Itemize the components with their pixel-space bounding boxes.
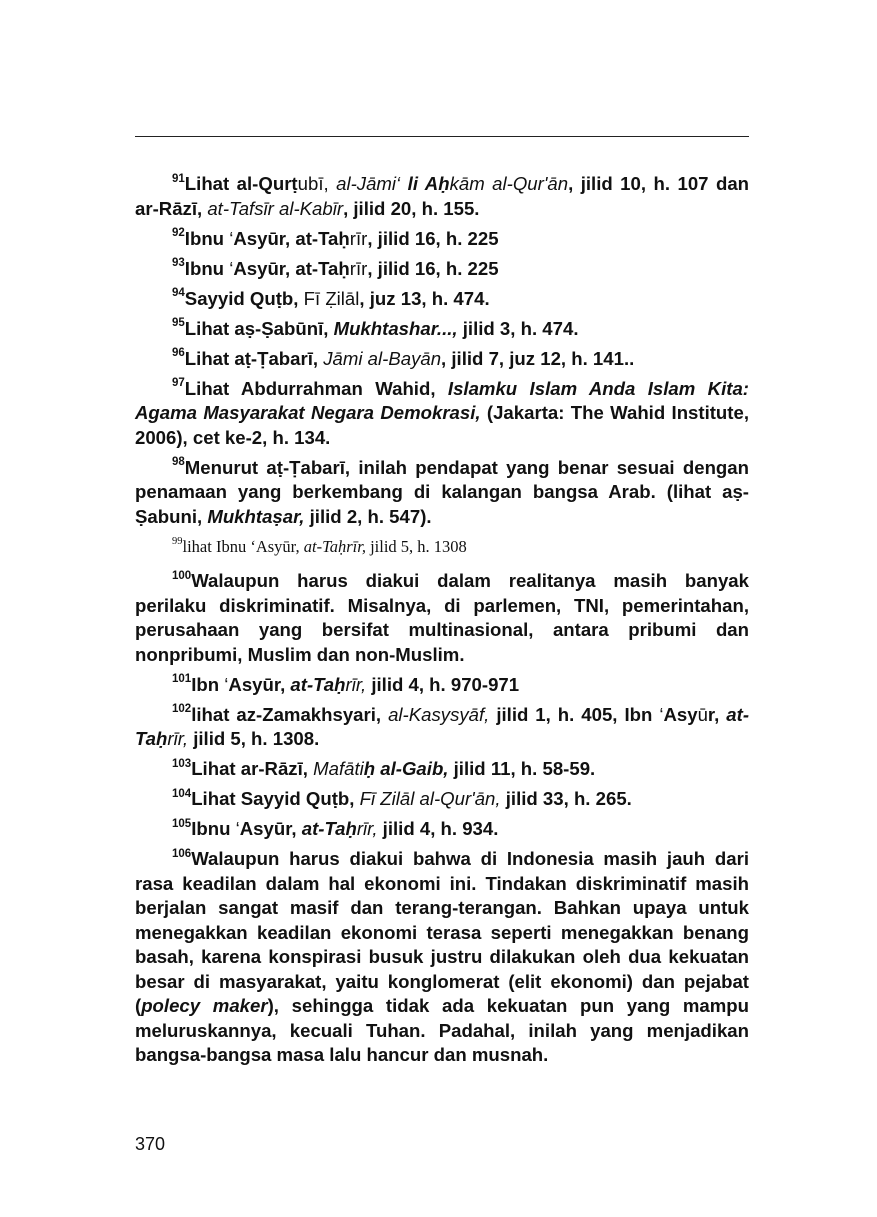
footnote-text-segment: Ibn bbox=[191, 673, 225, 695]
footnote-text-segment: , juz 13, h. 474. bbox=[359, 287, 490, 309]
footnote-text-segment: Fī Zilāl al-Qur'ān, bbox=[359, 788, 501, 809]
footnote-text-segment: rīr bbox=[349, 257, 368, 279]
footnote-text-segment: rīr, bbox=[167, 728, 189, 749]
footnote-text-segment: ‘ bbox=[659, 703, 664, 725]
footnote-text-segment: Fī Ẓilāl bbox=[303, 287, 360, 309]
footnote-text-segment: Mukhtashar..., bbox=[333, 317, 458, 339]
footnote-text-segment: Mafāti bbox=[313, 758, 364, 779]
footnote-text-segment: Asyūr, at-Taḥ bbox=[233, 257, 350, 279]
footnote-98 bbox=[135, 456, 749, 530]
footnote-text-segment: ‘ bbox=[229, 257, 234, 279]
footnote-text-segment: jilid 4, h. 934. bbox=[377, 818, 499, 839]
footnote-text-segment: r, bbox=[707, 703, 727, 725]
footnote-text-segment: rīr bbox=[349, 227, 368, 249]
footnote-105 bbox=[135, 817, 749, 842]
footnote-text-segment: at-Tafsīr al-Kabīr bbox=[207, 197, 344, 219]
footnote-text-segment: jilid 2, h. 547). bbox=[304, 505, 432, 527]
footnote-text-segment: jilid 33, h. 265. bbox=[500, 788, 632, 809]
footnote-95 bbox=[135, 317, 749, 342]
footnote-number: 99 bbox=[172, 536, 183, 547]
footnote-text-segment: Asyūr, bbox=[239, 818, 302, 839]
footnote-number: 106 bbox=[172, 847, 192, 860]
footnote-number: 93 bbox=[172, 257, 185, 270]
footnote-text-segment: ), sehingga tidak ada kekuatan pun yang mampu meluruskannya, kecuali Tuhan. Padahal, inilah yang menjadikan bangsa-bangsa masa lalu hancur dan musnah. bbox=[135, 995, 749, 1065]
footnote-text-segment: Lihat Abdurrahman Wahid, bbox=[184, 377, 448, 399]
footnote-text-segment: jilid 5, h. 1308. bbox=[188, 728, 320, 749]
footnote-text-segment: Lihat ar-Rāzī, bbox=[191, 758, 314, 779]
footnote-text-segment: , jilid 10, h. 107 dan ar-Rāzī, bbox=[135, 173, 750, 219]
footnote-text-segment: lihat Ibnu ‘Asyūr, bbox=[182, 536, 304, 556]
footnote-text-segment: jilid 5, h. 1308 bbox=[365, 536, 467, 556]
footnote-99 bbox=[135, 535, 749, 560]
footnote-number: 92 bbox=[172, 227, 185, 240]
footnote-number: 103 bbox=[172, 757, 192, 770]
footnote-text-segment: kām al-Qur'ān bbox=[449, 173, 569, 194]
footnote-92 bbox=[135, 227, 749, 252]
footnote-text-segment: Walaupun harus diakui dalam realitanya masih banyak perilaku diskriminatif. Misalnya, di parlemen, TNI, pemerintahan, perusahaan yang bersifat multinasional, antara pribumi dan nonpribumi, Muslim dan non-Muslim. bbox=[135, 570, 749, 665]
footnote-text-segment: at-Taḥ bbox=[301, 818, 357, 839]
footnote-text-segment: Lihat aṭ-Ṭabarī, bbox=[184, 347, 324, 369]
footnote-text-segment: Lihat al-Qurṭ bbox=[184, 173, 298, 194]
footnote-text-segment: Sayyid Quṭb, bbox=[184, 287, 304, 309]
footnote-text-segment: rīr, bbox=[356, 818, 378, 839]
footnote-text-segment: Menurut aṭ-Ṭabarī, inilah pendapat yang benar sesuai dengan penamaan yang berkembang di kalangan bangsa Arab. (lihat aṣ-Ṣabuni, bbox=[135, 456, 749, 527]
footnote-text-segment: Mukhtaṣar, bbox=[207, 505, 305, 527]
footnote-number: 102 bbox=[172, 703, 192, 716]
footnote-text-segment: , jilid 16, h. 225 bbox=[367, 227, 499, 249]
footnote-number: 100 bbox=[172, 569, 192, 582]
footnote-number: 94 bbox=[172, 287, 185, 300]
footnote-text-segment: ū bbox=[697, 703, 708, 725]
footnote-text-segment: al-Jāmi‘ bbox=[336, 173, 408, 194]
footnote-106 bbox=[135, 847, 749, 1068]
footnote-number: 95 bbox=[172, 317, 185, 330]
footnote-text-segment: ‘ bbox=[229, 227, 234, 249]
footnote-101 bbox=[135, 673, 749, 698]
footnote-100 bbox=[135, 569, 749, 667]
footnote-text-segment: at-Taḥ bbox=[135, 703, 750, 749]
footnote-text-segment: Walaupun harus diakui bahwa di Indonesia masih jauh dari rasa keadilan dalam hal ekonomi ini. Tindakan diskriminatif masih berjalan sangat masif dan terang-terangan. Bahkan upaya untuk menegakkan keadilan ekonomi terasa seperti menegakkan benang basah, karena konspirasi busuk justru dilakukan oleh dua kekuatan besar di masyarakat, yaitu konglomerat (elit ekonomi) dan pejabat ( bbox=[135, 848, 749, 1016]
footnote-text-segment: Jāmi al-Bayān bbox=[323, 347, 442, 369]
footnote-number: 101 bbox=[172, 673, 192, 686]
footnote-text-segment: , jilid 16, h. 225 bbox=[367, 257, 499, 279]
footnote-text-segment: li Aḥ bbox=[407, 173, 450, 194]
footnote-number: 97 bbox=[172, 377, 185, 390]
footnote-text-segment: ḥ al-Gaib, bbox=[363, 758, 449, 779]
footnote-text-segment: Ibnu bbox=[184, 257, 230, 279]
footnote-102 bbox=[135, 703, 749, 752]
footnote-text-segment: lihat az-Zamakhsyari, bbox=[191, 703, 389, 725]
footnote-94 bbox=[135, 287, 749, 312]
footnote-text-segment: (Jakarta: The Wahid Institute, 2006), cet ke-2, h. 134. bbox=[135, 402, 749, 448]
footnotes-section bbox=[135, 172, 749, 1073]
page-number: 370 bbox=[135, 1134, 166, 1154]
footnote-text-segment: jilid 11, h. 58-59. bbox=[448, 758, 596, 779]
footnote-text-segment: rīr, bbox=[345, 673, 367, 695]
footnote-91 bbox=[135, 172, 749, 221]
footnote-text-segment: jilid 1, h. 405, Ibn bbox=[489, 703, 660, 725]
footnote-number: 104 bbox=[172, 787, 192, 800]
footnote-text-segment: ‘ bbox=[224, 673, 229, 695]
footnote-number: 96 bbox=[172, 347, 185, 360]
footnote-104 bbox=[135, 787, 749, 812]
footnote-text-segment: jilid 4, h. 970-971 bbox=[366, 673, 520, 695]
footnote-text-segment: polecy maker bbox=[141, 995, 268, 1016]
footnote-93 bbox=[135, 257, 749, 282]
footnote-number: 98 bbox=[172, 456, 185, 469]
footnote-number: 91 bbox=[172, 172, 185, 185]
footnote-text-segment: Ibnu bbox=[184, 227, 230, 249]
footnote-text-segment: Asyūr, bbox=[228, 673, 291, 695]
footnote-text-segment: at-Taḥ bbox=[290, 673, 346, 695]
footnote-97 bbox=[135, 377, 749, 451]
footnote-text-segment: jilid 3, h. 474. bbox=[457, 317, 579, 339]
footnote-number: 105 bbox=[172, 817, 192, 830]
footnote-96 bbox=[135, 347, 749, 372]
footnote-text-segment: Islamku Islam Anda Islam Kita: Agama Masyarakat Negara Demokrasi, bbox=[135, 377, 749, 423]
footnote-103 bbox=[135, 757, 749, 782]
footnote-text-segment: Lihat aṣ-Ṣabūnī, bbox=[184, 317, 334, 339]
footnote-text-segment: Lihat Sayyid Quṭb, bbox=[191, 788, 360, 809]
footnote-text-segment: Asy bbox=[663, 703, 698, 725]
footnote-text-segment: at-Taḥrīr, bbox=[303, 536, 366, 556]
footnote-text-segment: ‘ bbox=[235, 818, 240, 839]
footnote-separator-line bbox=[135, 136, 749, 137]
footnote-text-segment: Ibnu bbox=[191, 818, 236, 839]
footnote-text-segment: al-Kasysyāf, bbox=[388, 703, 490, 725]
footnote-text-segment: , jilid 7, juz 12, h. 141.. bbox=[441, 347, 635, 369]
footnote-text-segment: ubī, bbox=[297, 173, 337, 194]
footnote-text-segment: Asyūr, at-Taḥ bbox=[233, 227, 350, 249]
footnote-text-segment: , jilid 20, h. 155. bbox=[343, 197, 480, 219]
